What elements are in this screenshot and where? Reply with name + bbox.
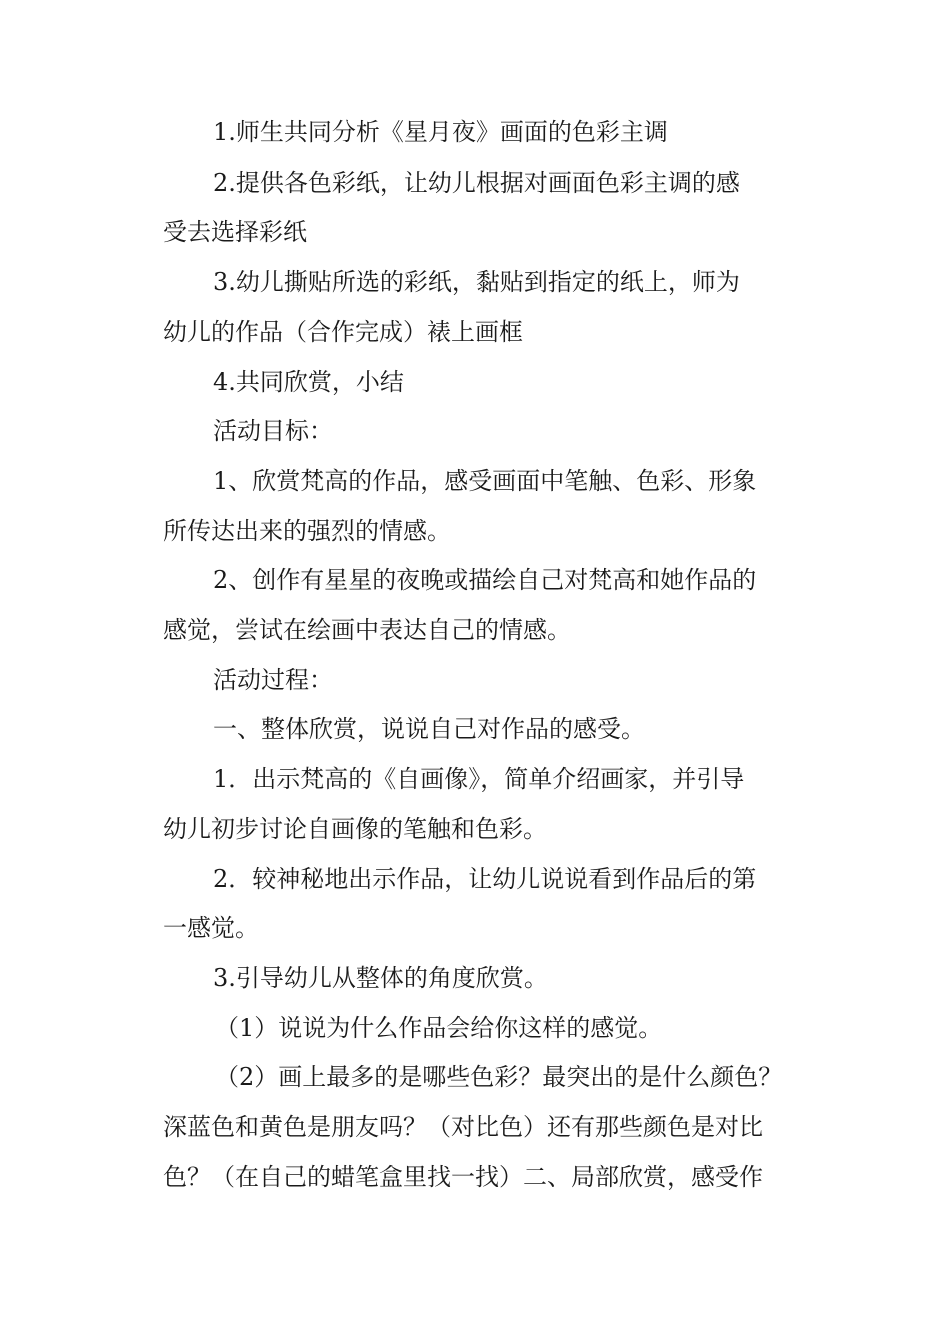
paragraph-line: 1、欣赏梵高的作品，感受画面中笔触、色彩、形象 xyxy=(213,467,757,495)
paragraph-line: 感觉，尝试在绘画中表达自己的情感。 xyxy=(163,616,571,644)
paragraph-line: 2.提供各色彩纸，让幼儿根据对画面色彩主调的感 xyxy=(213,169,740,197)
section-heading: 活动目标： xyxy=(213,417,333,445)
paragraph-line: 色？（在自己的蜡笔盒里找一找）二、局部欣赏，感受作 xyxy=(163,1163,763,1191)
paragraph-line: 所传达出来的强烈的情感。 xyxy=(163,517,451,545)
paragraph-line: 2、创作有星星的夜晚或描绘自己对梵高和她作品的 xyxy=(213,566,757,594)
paragraph-line: （1）说说为什么作品会给你这样的感觉。 xyxy=(215,1014,663,1042)
paragraph-line: 4.共同欣赏，小结 xyxy=(213,368,404,396)
paragraph-line: 一感觉。 xyxy=(163,914,259,942)
paragraph-line: 1．出示梵高的《自画像》，简单介绍画家，并引导 xyxy=(213,765,745,793)
paragraph-line: 幼儿初步讨论自画像的笔触和色彩。 xyxy=(163,815,547,843)
paragraph-line: 3.幼儿撕贴所选的彩纸，黏贴到指定的纸上，师为 xyxy=(213,268,740,296)
paragraph-line: 幼儿的作品（合作完成）裱上画框 xyxy=(163,318,523,346)
paragraph-line: 1.师生共同分析《星月夜》画面的色彩主调 xyxy=(213,118,668,146)
paragraph-line: 2．较神秘地出示作品，让幼儿说说看到作品后的第 xyxy=(213,865,757,893)
paragraph-line: 深蓝色和黄色是朋友吗？（对比色）还有那些颜色是对比 xyxy=(163,1113,763,1141)
paragraph-line: （2）画上最多的是哪些色彩？最突出的是什么颜色？ xyxy=(215,1063,783,1091)
paragraph-line: 3.引导幼儿从整体的角度欣赏。 xyxy=(213,964,548,992)
paragraph-line: 一、整体欣赏，说说自己对作品的感受。 xyxy=(213,715,645,743)
section-heading: 活动过程： xyxy=(213,666,333,694)
paragraph-line: 受去选择彩纸 xyxy=(163,218,307,246)
